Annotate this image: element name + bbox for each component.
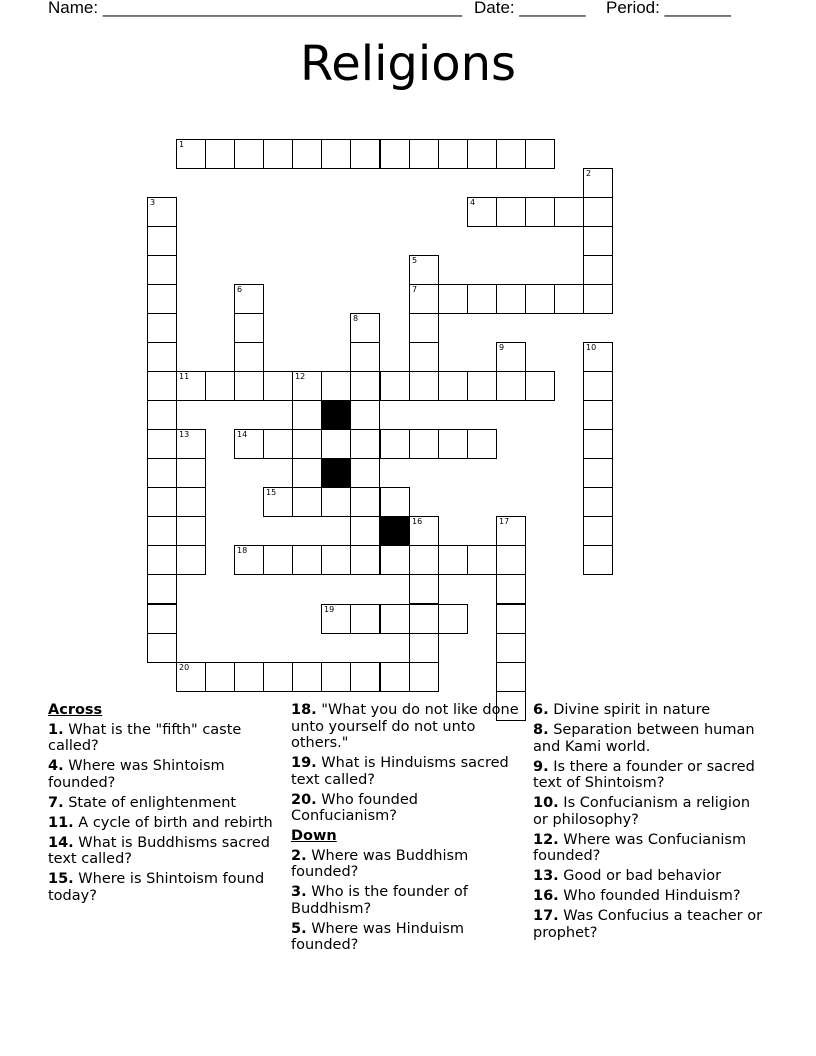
clue-number-label: 12. xyxy=(533,831,559,848)
crossword-cell[interactable] xyxy=(321,487,351,517)
clue-number: 3 xyxy=(150,198,156,207)
crossword-cell[interactable] xyxy=(350,604,380,634)
crossword-cell[interactable] xyxy=(350,342,380,372)
crossword-cell[interactable] xyxy=(583,168,613,198)
clue-number: 17 xyxy=(499,517,510,526)
crossword-cell[interactable] xyxy=(409,342,439,372)
crossword-cell[interactable] xyxy=(583,197,613,227)
crossword-cell[interactable] xyxy=(496,371,526,401)
crossword-cell[interactable] xyxy=(321,139,351,169)
across-heading: Across xyxy=(48,702,103,718)
clue-text: Is Confucianism a religion or philosophy? xyxy=(533,795,751,828)
period-label: Period: xyxy=(606,0,660,17)
crossword-cell[interactable] xyxy=(583,400,613,430)
clue-text: State of enlightenment xyxy=(68,794,237,811)
clue-number: 1 xyxy=(179,140,185,149)
clue-number-label: 3. xyxy=(291,884,307,900)
clue-number-label: 20. xyxy=(291,791,317,808)
clue-number-label: 6. xyxy=(533,702,549,718)
crossword-cell[interactable] xyxy=(350,139,380,169)
down-heading: Down xyxy=(291,828,337,844)
across-clue-list-continued xyxy=(291,702,527,825)
clue-number: 2 xyxy=(586,169,592,178)
clue-text: A cycle of birth and rebirth xyxy=(78,814,273,831)
clue-number: 11 xyxy=(179,372,190,381)
crossword-cell[interactable] xyxy=(409,313,439,343)
crossword-cell[interactable] xyxy=(234,313,264,343)
crossword-cell[interactable] xyxy=(496,604,526,634)
crossword-cell[interactable] xyxy=(409,284,439,314)
crossword-cell[interactable] xyxy=(263,371,293,401)
name-line[interactable]: ______________________________________ xyxy=(102,0,463,17)
clue-number-label: 2. xyxy=(291,847,307,864)
crossword-cell[interactable] xyxy=(409,662,439,692)
clue-number-label: 5. xyxy=(291,920,307,937)
across-clue-list xyxy=(48,722,278,905)
crossword-cell[interactable] xyxy=(234,139,264,169)
clue-number-label: 18. xyxy=(291,702,317,718)
crossword-cell[interactable] xyxy=(176,516,206,546)
crossword-cell[interactable] xyxy=(583,545,613,575)
crossword-cell[interactable] xyxy=(176,458,206,488)
crossword-cell[interactable] xyxy=(380,139,410,169)
clue-text: Is there a founder or sacred text of Shintoism? xyxy=(533,758,755,791)
clue-number: 10 xyxy=(586,343,597,352)
clue-item xyxy=(533,795,769,828)
crossword-cell[interactable] xyxy=(292,371,322,401)
crossword-cell[interactable] xyxy=(147,458,177,488)
clue-number: 9 xyxy=(499,343,505,352)
clue-number-label: 10. xyxy=(533,795,559,811)
crossword-cell[interactable] xyxy=(321,371,351,401)
clue-number: 16 xyxy=(412,517,423,526)
crossword-cell[interactable] xyxy=(525,284,555,314)
clue-text: Where was Confucianism founded? xyxy=(533,831,747,864)
crossword-cell[interactable] xyxy=(176,662,206,692)
crossword-cell[interactable] xyxy=(350,516,380,546)
clues-column-2 xyxy=(291,702,527,957)
clue-number-label: 19. xyxy=(291,755,317,771)
crossword-cell[interactable] xyxy=(496,574,526,604)
clue-item xyxy=(291,702,527,752)
crossword-cell[interactable] xyxy=(380,545,410,575)
crossword-cell[interactable] xyxy=(147,371,177,401)
crossword-cell[interactable] xyxy=(438,429,468,459)
clue-number: 6 xyxy=(237,285,243,294)
crossword-cell[interactable] xyxy=(350,429,380,459)
crossword-cell[interactable] xyxy=(350,487,380,517)
clue-text: Divine spirit in nature xyxy=(553,702,711,718)
crossword-cell[interactable] xyxy=(380,487,410,517)
crossword-cell[interactable] xyxy=(321,662,351,692)
crossword-cell[interactable] xyxy=(321,545,351,575)
crossword-cell[interactable] xyxy=(409,633,439,663)
clue-text: Good or bad behavior xyxy=(563,868,722,884)
crossword-cell[interactable] xyxy=(147,429,177,459)
clue-text: What is Hinduisms sacred text called? xyxy=(291,755,509,788)
page-title: Religions xyxy=(300,36,516,92)
clue-number: 18 xyxy=(237,546,248,555)
clue-text: Who founded Confucianism? xyxy=(291,791,418,824)
clue-item xyxy=(291,921,527,954)
crossword-cell[interactable] xyxy=(205,662,235,692)
crossword-cell[interactable] xyxy=(438,545,468,575)
clue-number: 19 xyxy=(324,605,335,614)
clue-item xyxy=(533,908,769,941)
crossword-cell[interactable] xyxy=(147,487,177,517)
name-label: Name: xyxy=(48,0,99,17)
clue-item xyxy=(533,759,769,792)
crossword-cell[interactable] xyxy=(525,371,555,401)
crossword-cell[interactable] xyxy=(321,429,351,459)
crossword-cell[interactable] xyxy=(496,284,526,314)
crossword-cell[interactable] xyxy=(438,371,468,401)
crossword-cell[interactable] xyxy=(409,604,439,634)
clue-number-label: 9. xyxy=(533,758,549,775)
crossword-cell[interactable] xyxy=(409,255,439,285)
crossword-cell[interactable] xyxy=(234,371,264,401)
crossword-cell[interactable] xyxy=(147,604,177,634)
clue-number-label: 15. xyxy=(48,871,74,887)
clue-number: 14 xyxy=(237,430,248,439)
clue-text: Was Confucius a teacher or prophet? xyxy=(533,908,763,941)
clues-column-3 xyxy=(533,702,769,945)
black-square xyxy=(321,458,351,488)
clue-item xyxy=(291,755,527,788)
crossword-cell[interactable] xyxy=(467,284,497,314)
crossword-cell[interactable] xyxy=(380,429,410,459)
clue-number-label: 14. xyxy=(48,834,74,851)
crossword-cell[interactable] xyxy=(583,255,613,285)
crossword-cell[interactable] xyxy=(409,429,439,459)
crossword-cell[interactable] xyxy=(583,342,613,372)
date-line[interactable]: _______ xyxy=(519,0,586,17)
clue-number: 7 xyxy=(412,285,418,294)
clue-text: Who is the founder of Buddhism? xyxy=(291,884,468,917)
crossword-cell[interactable] xyxy=(292,545,322,575)
crossword-cell[interactable] xyxy=(147,574,177,604)
clue-item xyxy=(48,795,278,812)
clue-number-label: 11. xyxy=(48,814,74,831)
crossword-cell[interactable] xyxy=(438,604,468,634)
crossword-cell[interactable] xyxy=(234,342,264,372)
crossword-cell[interactable] xyxy=(321,604,351,634)
crossword-cell[interactable] xyxy=(409,139,439,169)
clue-text: Where was Shintoism founded? xyxy=(48,758,225,791)
crossword-cell[interactable] xyxy=(234,545,264,575)
crossword-cell[interactable] xyxy=(554,197,584,227)
clue-item xyxy=(48,835,278,868)
clue-number: 8 xyxy=(353,314,359,323)
clue-number: 15 xyxy=(266,488,277,497)
crossword-cell[interactable] xyxy=(380,662,410,692)
clue-item xyxy=(48,758,278,791)
crossword-cell[interactable] xyxy=(176,371,206,401)
clue-number-label: 8. xyxy=(533,722,549,738)
crossword-cell[interactable] xyxy=(496,342,526,372)
clue-text: Where was Hinduism founded? xyxy=(291,920,464,953)
crossword-cell[interactable] xyxy=(205,139,235,169)
clue-number-label: 17. xyxy=(533,908,559,924)
crossword-cell[interactable] xyxy=(583,458,613,488)
clue-number-label: 4. xyxy=(48,758,64,774)
crossword-cell[interactable] xyxy=(234,662,264,692)
clue-number-label: 13. xyxy=(533,868,559,884)
crossword-cell[interactable] xyxy=(467,371,497,401)
crossword-cell[interactable] xyxy=(292,662,322,692)
clue-number: 20 xyxy=(179,663,190,672)
clue-text: Where was Buddhism founded? xyxy=(291,847,469,880)
crossword-cell[interactable] xyxy=(496,139,526,169)
crossword-cell[interactable] xyxy=(350,545,380,575)
black-square xyxy=(321,400,351,430)
crossword-cell[interactable] xyxy=(147,516,177,546)
clue-number: 4 xyxy=(470,198,476,207)
crossword-cell[interactable] xyxy=(583,226,613,256)
crossword-cell[interactable] xyxy=(147,313,177,343)
clue-number: 12 xyxy=(295,372,306,381)
crossword-cell[interactable] xyxy=(292,458,322,488)
clue-number-label: 7. xyxy=(48,794,64,811)
clues-column-1 xyxy=(48,702,278,908)
clue-item xyxy=(291,848,527,881)
clue-text: What is Buddhisms sacred text called? xyxy=(48,834,270,867)
crossword-cell[interactable] xyxy=(525,139,555,169)
crossword-cell[interactable] xyxy=(583,371,613,401)
clue-item xyxy=(533,702,769,719)
crossword-cell[interactable] xyxy=(350,313,380,343)
clue-number-label: 16. xyxy=(533,888,559,904)
crossword-cell[interactable] xyxy=(583,516,613,546)
crossword-cell[interactable] xyxy=(438,284,468,314)
down-clue-list xyxy=(291,848,527,954)
crossword-cell[interactable] xyxy=(176,429,206,459)
down-clue-list-continued xyxy=(533,702,769,941)
clue-item xyxy=(533,868,769,885)
crossword-cell[interactable] xyxy=(263,545,293,575)
crossword-cell[interactable] xyxy=(292,487,322,517)
period-line[interactable]: _______ xyxy=(664,0,731,17)
crossword-cell[interactable] xyxy=(409,574,439,604)
crossword-cell[interactable] xyxy=(380,371,410,401)
crossword-cell[interactable] xyxy=(176,545,206,575)
crossword-cell[interactable] xyxy=(234,284,264,314)
crossword-cell[interactable] xyxy=(583,429,613,459)
clue-text: What is the "fifth" caste called? xyxy=(48,721,242,754)
crossword-cell[interactable] xyxy=(467,429,497,459)
crossword-cell[interactable] xyxy=(176,487,206,517)
clue-item xyxy=(48,722,278,755)
crossword-cell[interactable] xyxy=(176,139,206,169)
crossword-cell[interactable] xyxy=(147,633,177,663)
crossword-cell[interactable] xyxy=(409,516,439,546)
clue-text: "What you do not like done unto yourself do not unto others." xyxy=(291,702,519,751)
crossword-cell[interactable] xyxy=(234,429,264,459)
crossword-cell[interactable] xyxy=(292,400,322,430)
crossword-cell[interactable] xyxy=(583,487,613,517)
clue-text: Who founded Hinduism? xyxy=(563,888,741,904)
clue-text: Where is Shintoism found today? xyxy=(48,871,265,904)
crossword-cell[interactable] xyxy=(292,429,322,459)
crossword-cell[interactable] xyxy=(205,371,235,401)
crossword-cell[interactable] xyxy=(438,139,468,169)
crossword-cell[interactable] xyxy=(147,197,177,227)
crossword-cell[interactable] xyxy=(496,545,526,575)
crossword-cell[interactable] xyxy=(147,255,177,285)
crossword-cell[interactable] xyxy=(467,197,497,227)
crossword-cell[interactable] xyxy=(496,662,526,692)
crossword-cell[interactable] xyxy=(263,429,293,459)
crossword-cell[interactable] xyxy=(409,371,439,401)
crossword-cell[interactable] xyxy=(467,139,497,169)
crossword-cell[interactable] xyxy=(263,487,293,517)
clue-item xyxy=(48,871,278,904)
crossword-cell[interactable] xyxy=(496,633,526,663)
clue-item xyxy=(533,888,769,905)
clue-text: Separation between human and Kami world. xyxy=(533,722,755,755)
crossword-cell[interactable] xyxy=(496,197,526,227)
crossword-cell[interactable] xyxy=(147,284,177,314)
crossword-cell[interactable] xyxy=(409,545,439,575)
clue-number: 13 xyxy=(179,430,190,439)
crossword-cell[interactable] xyxy=(350,400,380,430)
crossword-cell[interactable] xyxy=(350,662,380,692)
crossword-cell[interactable] xyxy=(350,458,380,488)
crossword-cell[interactable] xyxy=(554,284,584,314)
crossword-cell[interactable] xyxy=(147,545,177,575)
crossword-cell[interactable] xyxy=(496,516,526,546)
date-label: Date: xyxy=(474,0,515,17)
crossword-cell[interactable] xyxy=(350,371,380,401)
crossword-cell[interactable] xyxy=(583,284,613,314)
clue-number-label: 1. xyxy=(48,721,64,738)
clue-number: 5 xyxy=(412,256,418,265)
clue-item xyxy=(291,884,527,917)
clue-item xyxy=(291,792,527,825)
clue-item xyxy=(533,722,769,755)
crossword-cell[interactable] xyxy=(467,545,497,575)
clue-item xyxy=(533,832,769,865)
clue-item xyxy=(48,815,278,832)
crossword-cell[interactable] xyxy=(380,604,410,634)
crossword-cell[interactable] xyxy=(147,342,177,372)
crossword-cell[interactable] xyxy=(292,139,322,169)
black-square xyxy=(380,516,410,546)
crossword-cell[interactable] xyxy=(263,139,293,169)
crossword-cell[interactable] xyxy=(147,226,177,256)
crossword-cell[interactable] xyxy=(263,662,293,692)
crossword-cell[interactable] xyxy=(525,197,555,227)
crossword-cell[interactable] xyxy=(147,400,177,430)
